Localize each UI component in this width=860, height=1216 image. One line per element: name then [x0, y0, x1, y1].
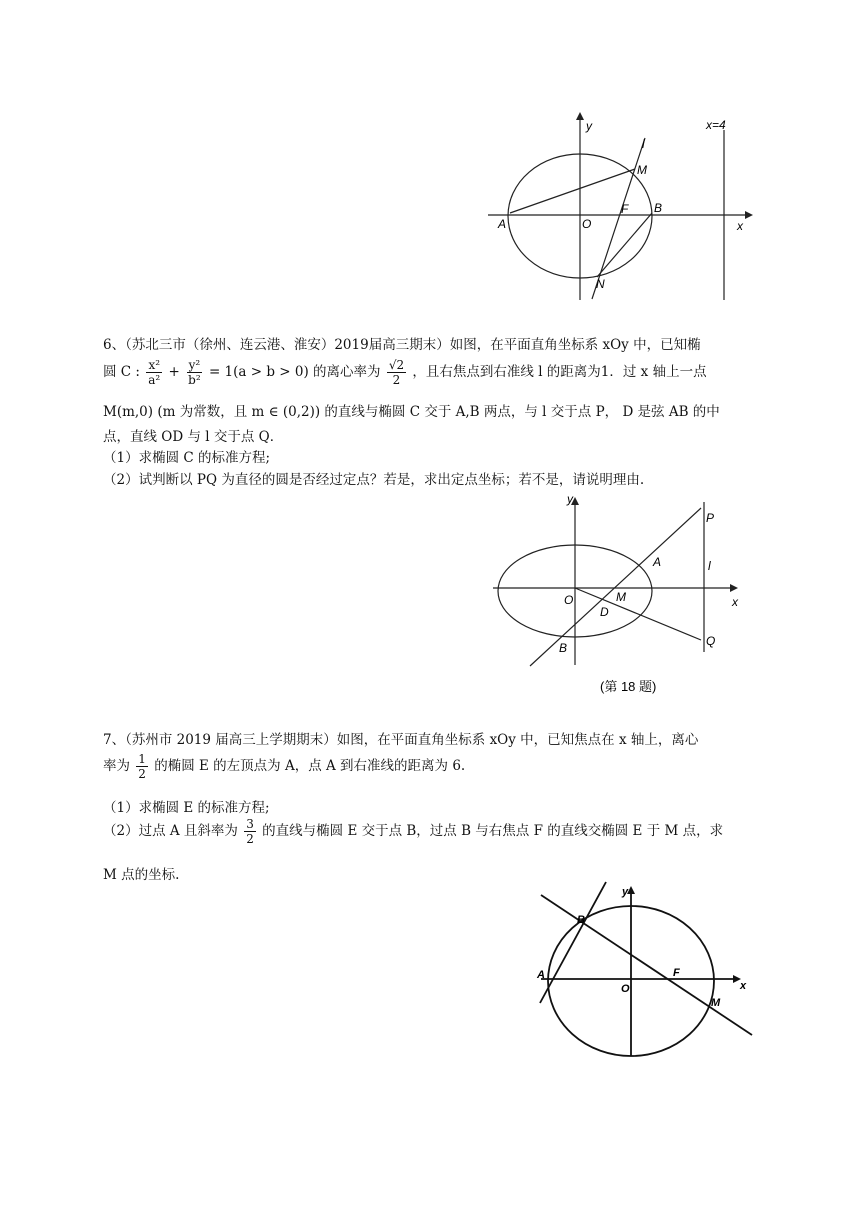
frac-num: √2: [388, 358, 405, 372]
p6-line4: 点，直线 OD 与 l 交于点 Q．: [103, 429, 284, 445]
frac-num: x²: [148, 358, 161, 372]
label-l: l: [642, 137, 645, 151]
frac-den: 2: [392, 373, 401, 387]
label-x4: x=4: [706, 118, 726, 132]
figure-ellipse-problem7-svg: [525, 878, 765, 1063]
p6-line2-start: 圆 C :: [103, 364, 140, 380]
p7-question2: [103, 817, 723, 846]
frac-num: 3: [246, 817, 254, 831]
figure-caption: (第 18 题): [600, 679, 657, 694]
label-O: O: [582, 217, 592, 231]
y-axis-arrow: [576, 112, 584, 120]
label-M: M: [637, 163, 647, 177]
x-axis-arrow: [730, 584, 738, 592]
label-A: A: [498, 217, 507, 231]
label-l: l: [708, 559, 711, 573]
p6-line3: M(m,0) (m 为常数，且 m ∈ (0,2)) 的直线与椭圆 C 交于 A,B 两点，与 l 交于点 P， D 是弦 AB 的中: [103, 404, 720, 420]
p6-line2: [103, 358, 707, 387]
line-BM: [541, 895, 752, 1035]
label-B: B: [654, 201, 663, 215]
figure-ellipse-problem5-svg: [480, 112, 770, 307]
p6-line1: 6、（苏北三市（徐州、连云港、淮安）2019届高三期末）如图，在平面直角坐标系 xOy 中，已知椭: [103, 337, 701, 353]
figure-ellipse-problem6: [475, 490, 775, 700]
label-B: B: [559, 641, 568, 655]
label-x: x: [732, 595, 738, 609]
p7-line2-end: 的椭圆 E 的左顶点为 A，点 A 到右准线的距离为 6.: [154, 758, 466, 774]
segment-AM: [510, 169, 635, 213]
frac-den: 2: [246, 832, 254, 846]
frac-num: 1: [138, 752, 146, 766]
label-P: P: [706, 511, 715, 525]
label-A: A: [537, 969, 545, 981]
label-x: x: [740, 980, 747, 992]
figure-ellipse-problem6-svg: [475, 490, 775, 700]
p6-question2: （2）试判断以 PQ 为直径的圆是否经过定点？若是，求出定点坐标；若不是，请说明理由.: [103, 472, 645, 488]
label-F: F: [621, 202, 629, 216]
p6-eq: = 1(a > b > 0) 的离心率为: [208, 364, 381, 380]
label-M: M: [711, 997, 721, 1009]
figure-ellipse-problem5: [480, 112, 770, 307]
label-F: F: [673, 967, 680, 979]
y-axis-arrow: [627, 886, 635, 894]
plus-sign: +: [168, 364, 180, 380]
p7-q2-start: （2）过点 A 且斜率为: [103, 823, 238, 839]
p7-line2-start: 率为: [103, 758, 130, 774]
label-O: O: [564, 593, 574, 607]
label-y: y: [622, 886, 629, 898]
label-y: y: [567, 492, 573, 506]
fraction-sqrt2-2: [387, 358, 406, 387]
label-x: x: [737, 219, 743, 233]
line-OQ: [575, 588, 701, 640]
p6-question1: （1）求椭圆 C 的标准方程;: [103, 450, 271, 466]
x-axis-arrow: [745, 211, 753, 219]
label-N: N: [596, 277, 605, 291]
p7-q2-end: 的直线与椭圆 E 交于点 B，过点 B 与右焦点 F 的直线交椭圆 E 于 M 点，求: [262, 823, 724, 839]
label-A: A: [653, 555, 662, 569]
label-D: D: [600, 605, 609, 619]
fraction-x2-a2: [146, 358, 162, 387]
fraction-y2-b2: [186, 358, 203, 387]
frac-den: 2: [138, 767, 146, 781]
fraction-3-2: [244, 817, 256, 846]
p7-question1: （1）求椭圆 E 的标准方程;: [103, 800, 270, 816]
frac-den: b²: [188, 373, 201, 387]
frac-den: a²: [148, 373, 161, 387]
p7-line1: 7、（苏州市 2019 届高三上学期期末）如图，在平面直角坐标系 xOy 中，已知焦点在 x 轴上，离心: [103, 732, 699, 748]
p7-question2-cont: M 点的坐标.: [103, 867, 180, 883]
p6-line2-end: ，且右焦点到右准线 l 的距离为1．过 x 轴上一点: [412, 364, 707, 380]
figure-ellipse-problem7: [525, 878, 765, 1063]
line-PB: [530, 508, 701, 666]
fraction-1-2: [136, 752, 148, 781]
p7-line2: [103, 752, 465, 781]
label-M: M: [616, 590, 626, 604]
frac-num: y²: [188, 358, 201, 372]
label-B: B: [577, 914, 585, 926]
label-y: y: [586, 119, 592, 133]
label-O: O: [621, 983, 630, 995]
label-Q: Q: [706, 634, 716, 648]
